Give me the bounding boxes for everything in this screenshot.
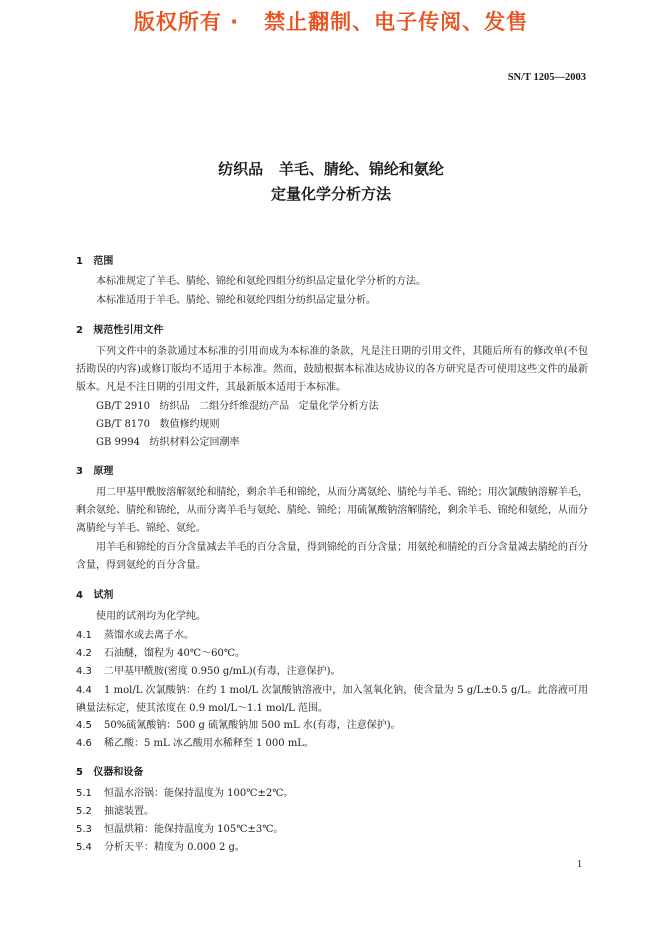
- item-number: 4.3: [76, 666, 92, 677]
- reagent-item-text: 1 mol/L 次氯酸钠：在约 1 mol/L 次氯酸钠溶液中，加入氢氧化钠，使含量为 5 g/L±0.5 g/L。此溶液可用碘量法标定，使其浓度在 0.9 mol/L～1.1 mol/L 范围。: [76, 685, 588, 714]
- item-number: 5.1: [76, 788, 92, 799]
- document-title-line2: 定量化学分析方法: [270, 185, 391, 203]
- document-title-line1: 纺织品 羊毛、腈纶、锦纶和氨纶: [218, 160, 444, 178]
- section-2-heading: 2 规范性引用文件: [76, 325, 164, 336]
- section-1-para-1: 本标准规定了羊毛、腈纶、锦纶和氨纶四组分纺织品定量化学分析的方法。: [96, 276, 426, 287]
- equipment-item-text: 分析天平：精度为 0.000 2 g。: [104, 842, 245, 853]
- section-3-heading: 3 原理: [76, 466, 114, 477]
- reagent-item-text: 50%硫氰酸钠：500 g 硫氰酸钠加 500 mL 水(有毒，注意保护)。: [104, 720, 401, 731]
- item-number: 4.4: [76, 685, 92, 696]
- reference-gbt-8170: GB/T 8170 数值修约规则: [96, 419, 220, 430]
- item-number: 4.6: [76, 738, 92, 749]
- reagent-item-text: 石油醚，馏程为 40℃～60℃。: [104, 648, 246, 659]
- standard-code: SN/T 1205—2003: [507, 72, 586, 83]
- section-4-heading: 4 试剂: [76, 590, 114, 601]
- reference-gb-9994: GB 9994 纺织材料公定回潮率: [96, 437, 240, 448]
- reagent-item-text: 二甲基甲酰胺(密度 0.950 g/mL)(有毒，注意保护)。: [104, 666, 341, 677]
- equipment-item-text: 恒温水浴锅：能保持温度为 100℃±2℃。: [104, 788, 294, 799]
- section-5-heading: 5 仪器和设备: [76, 767, 144, 778]
- copyright-watermark: 版权所有 · 禁止翻制、电子传阅、发售: [133, 10, 529, 34]
- equipment-item-text: 恒温烘箱：能保持温度为 105℃±3℃。: [104, 824, 284, 835]
- section-1-heading: 1 范围: [76, 256, 114, 267]
- reference-gbt-2910: GB/T 2910 纺织品 二组分纤维混纺产品 定量化学分析方法: [96, 401, 379, 412]
- reagent-item-text: 蒸馏水或去离子水。: [104, 630, 194, 641]
- item-number: 5.2: [76, 806, 92, 817]
- item-number: 5.4: [76, 842, 92, 853]
- section-4-intro: 使用的试剂均为化学纯。: [96, 611, 206, 622]
- reagent-item-text: 稀乙酸：5 mL 冰乙酸用水稀释至 1 000 mL。: [104, 738, 314, 749]
- item-number: 4.1: [76, 630, 92, 641]
- item-number: 4.2: [76, 648, 92, 659]
- page-number: 1: [577, 859, 582, 870]
- item-number: 5.3: [76, 824, 92, 835]
- item-number: 4.5: [76, 720, 92, 731]
- section-3-para-1: 用二甲基甲酰胺溶解氨纶和腈纶，剩余羊毛和锦纶，从而分离氨纶、腈纶与羊毛、锦纶；用次氯酸钠溶解羊毛，剩余氨纶、腈纶和锦纶，从而分离羊毛与氨纶、腈纶、锦纶；用硫氰酸钠溶解腈纶，剩余羊毛、锦纶和氨纶，从而分离腈纶与羊毛、锦纶、氨纶。: [76, 487, 588, 534]
- section-1-para-2: 本标准适用于羊毛、腈纶、锦纶和氨纶四组分纺织品定量分析。: [96, 295, 376, 306]
- section-2-para-1: 下列文件中的条款通过本标准的引用而成为本标准的条款，凡是注日期的引用文件，其随后所有的修改单(不包括勘误的内容)或修订版均不适用于本标准。然而，鼓励根据本标准达成协议的各方研究是否可使用这些文件的最新版本。凡是不注日期的引用文件，其最新版本适用于本标准。: [76, 346, 588, 393]
- section-3-para-2: 用羊毛和锦纶的百分含量减去羊毛的百分含量，得到锦纶的百分含量；用氨纶和腈纶的百分含量减去腈纶的百分含量，得到氨纶的百分含量。: [76, 542, 588, 571]
- equipment-item-text: 抽滤装置。: [104, 806, 154, 817]
